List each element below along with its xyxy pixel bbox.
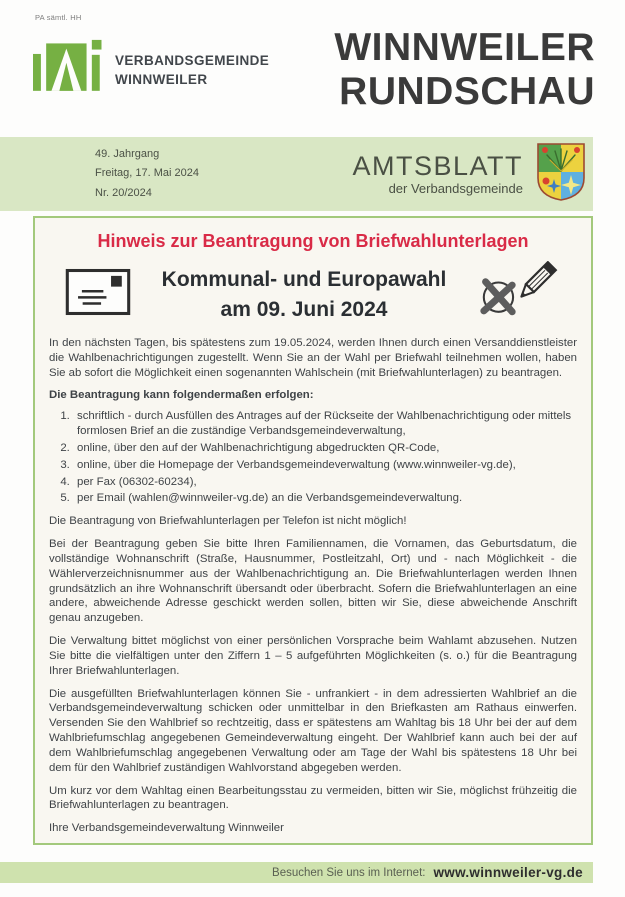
footer-website-url: www.winnweiler-vg.de [433, 865, 583, 880]
distribution-note: PA sämtl. HH [35, 13, 82, 22]
issue-number: Nr. 20/2024 [95, 186, 152, 199]
coat-of-arms-icon [536, 142, 586, 207]
newspaper-title-line1: WINNWEILER [334, 26, 595, 69]
event-title-line2: am 09. Juni 2024 [220, 297, 388, 321]
event-title-row [49, 261, 577, 328]
newspaper-title-line2: RUNDSCHAU [339, 69, 595, 113]
paragraph-details: Bei der Beantragung geben Sie bitte Ihren Familiennamen, die Vornamen, das Geburtsdatum, die vollständige Wohnanschrift (Straße, Hausnummer, Postleitzahl, Ort) und - nach Möglichkeit - die Wählerverzeichnisnummer aus der Wahlbenachrichtigung an. Die Briefwahlunterlagen werden Ihnen grundsätzlich an ihre Wohnanschrift übersandt oder überbracht. Sofern die Briefwahlunterlagen an eine andere, abweichende Adresse geschickt werden sollen, bitten wir Sie, diese abweichende Anschrift genau anzugeben. [49, 538, 577, 625]
paragraph-subhead: Die Beantragung kann folgendermaßen erfolgen: [49, 389, 314, 402]
issue-info [95, 145, 199, 203]
event-title-line1: Kommunal- und Europawahl [161, 268, 447, 292]
list-item: 4. per Fax (06302-60234), [73, 475, 577, 490]
newspaper-title [334, 26, 595, 113]
amtsblatt-title: AMTSBLATT [352, 150, 523, 181]
signature: Ihre Verbandsgemeindeverwaltung Winnweiler [49, 822, 284, 835]
list-item: 1. schriftlich - durch Ausfüllen des Antrages auf der Rückseite der Wahlbenachrichtigung oder mittels formlosen Brief an die zuständige Verbandsgemeindeverwaltung, [73, 409, 577, 439]
amtsblatt-label [352, 152, 523, 196]
list-item: 5. per Email (wahlen@winnweiler-vg.de) an die Verbandsgemeindeverwaltung. [73, 491, 577, 506]
event-title [131, 265, 477, 324]
issue-volume: 49. Jahrgang [95, 148, 160, 161]
publisher-name-line2: WINNWEILER [115, 71, 208, 87]
amtsblatt-subtitle: der Verbandsgemeinde [388, 181, 523, 197]
publisher-name [115, 52, 269, 90]
application-options-list [49, 409, 577, 506]
publisher-name-line1: VERBANDSGEMEINDE [115, 52, 270, 68]
envelope-icon [65, 267, 131, 322]
paragraph-early-request: Um kurz vor dem Wahltag einen Bearbeitungsstau zu vermeiden, bitten wir Sie, möglichst frühzeitig die Briefwahlunterlagen zu beantragen. [49, 784, 577, 812]
municipality-logo-icon [33, 39, 105, 102]
list-item: 3. online, über die Homepage der Verbandsgemeindeverwaltung (www.winnweiler-vg.de), [73, 458, 577, 473]
article-headline: Hinweis zur Beantragung von Briefwahlunterlagen [97, 231, 529, 251]
footer-bar [0, 862, 593, 883]
publisher-brand [33, 39, 269, 102]
paragraph-intro: In den nächsten Tagen, bis spätestens zum 19.05.2024, werden Ihnen durch einen Versanddienstleister die Wahlbenachrichtigungen zugestellt. Wenn Sie an der Wahl per Briefwahl teilnehmen wollen, haben Sie ab sofort die Möglichkeit einen sogenannten Wahlschein (mit Briefwahlunterlagen) zu beantragen. [49, 337, 577, 379]
issue-banner [0, 137, 593, 211]
paragraph-no-phone: Die Beantragung von Briefwahlunterlagen per Telefon ist nicht möglich! [49, 515, 407, 528]
article-box [33, 216, 593, 845]
list-item: 2. online, über den auf der Wahlbenachrichtigung abgedruckten QR-Code, [73, 441, 577, 456]
paragraph-vorsprache: Die Verwaltung bittet möglichst von einer persönlichen Vorsprache beim Wahlamt abzusehen. Nutzen Sie bitte die vielfältigen unter den Ziffern 1 – 5 aufgeführten Möglichkeiten (s. o.) für die Beantragung Ihrer Briefwahlunterlagen. [49, 635, 577, 677]
ballot-cross-pencil-icon [477, 261, 575, 328]
footer-label: Besuchen Sie uns im Internet: [272, 866, 426, 879]
issue-date: Freitag, 17. Mai 2024 [95, 167, 199, 180]
paragraph-return: Die ausgefüllten Briefwahlunterlagen können Sie - unfrankiert - in dem adressierten Wahlbrief an die Verbandsgemeindeverwaltung schicken oder unmittelbar in den Briefkasten am Rathaus einwerfen. Versenden Sie den Wahlbrief so rechtzeitig, dass er spätestens am Wahltag bis 18 Uhr bei der auf dem Wahlbriefumschlag angegebenen Gemeindeverwaltung eingeht. Der Wahlbrief kann auch bei der auf dem Wahlbriefumschlag angegebenen Verwaltung oder am Tage der Wahl bis spätestens 18 Uhr bei dem für den Wahlbrief zuständigen Wahlvorstand abgegeben werden. [49, 687, 577, 774]
